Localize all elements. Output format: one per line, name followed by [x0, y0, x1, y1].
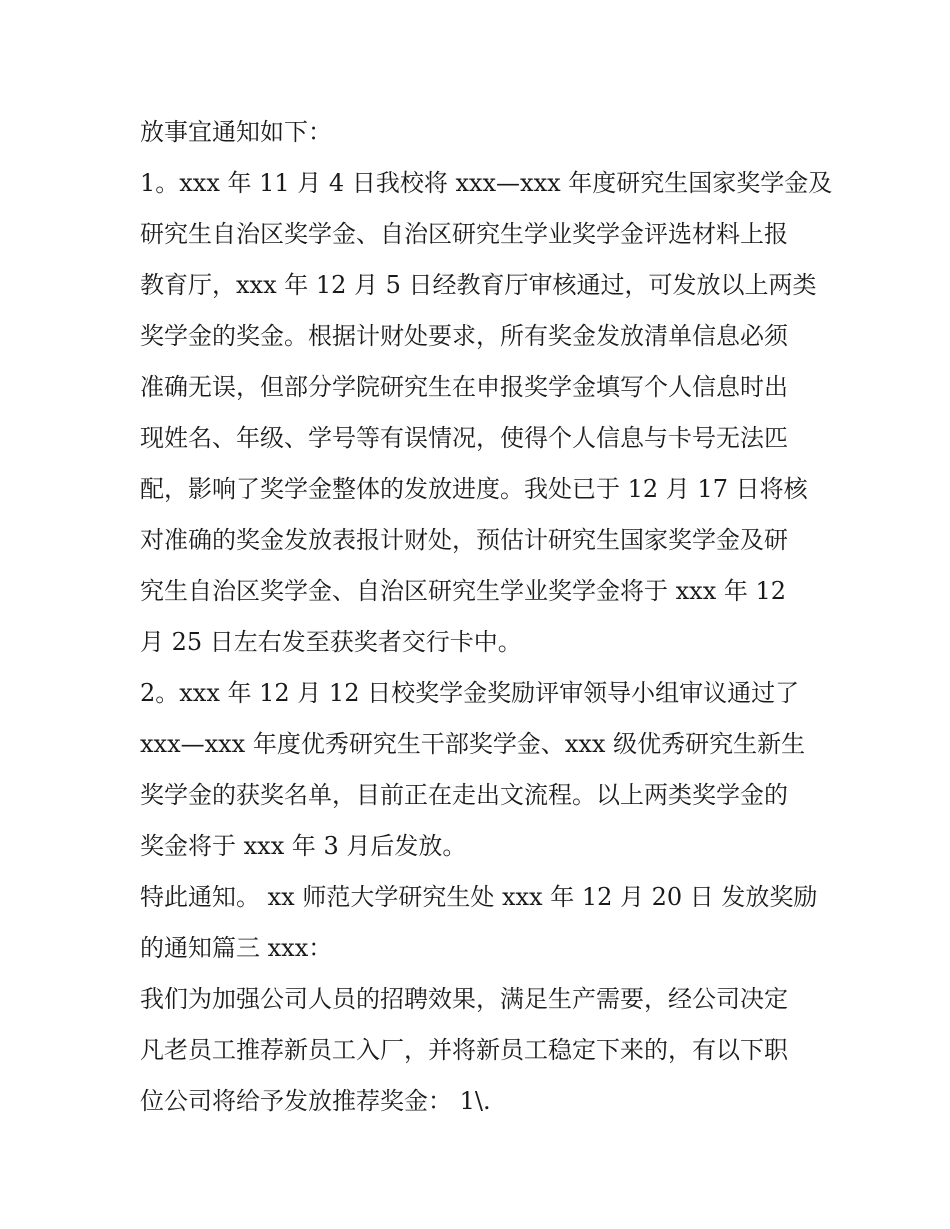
- text-line: 特此通知。 xx 师范大学研究生处 xxx 年 12 月 20 日 发放奖励: [140, 883, 818, 911]
- text-line: 奖金将于 xxx 年 3 月后发放。: [140, 832, 467, 860]
- text-line: 配，影响了奖学金整体的发放进度。我处已于 12 月 17 日将核: [140, 475, 808, 503]
- text-line: 1。xxx 年 11 月 4 日我校将 xxx—xxx 年度研究生国家奖学金及: [140, 169, 833, 197]
- text-line: 位公司将给予发放推荐奖金： 1\.: [140, 1087, 491, 1115]
- document-body: [140, 107, 833, 1127]
- text-line: 奖学金的奖金。根据计财处要求，所有奖金发放清单信息必须: [140, 322, 788, 350]
- text-line: 2。xxx 年 12 月 12 日校奖学金奖励评审领导小组审议通过了: [140, 679, 800, 707]
- text-line: 我们为加强公司人员的招聘效果，满足生产需要，经公司决定: [140, 985, 788, 1013]
- text-line: 准确无误，但部分学院研究生在申报奖学金填写个人信息时出: [140, 373, 788, 401]
- text-line: 月 25 日左右发至获奖者交行卡中。: [140, 628, 522, 656]
- text-line: 放事宜通知如下：: [140, 118, 332, 146]
- text-line: 凡老员工推荐新员工入厂，并将新员工稳定下来的，有以下职: [140, 1036, 788, 1064]
- text-line: 研究生自治区奖学金、自治区研究生学业奖学金评选材料上报: [140, 220, 788, 248]
- text-line: 现姓名、年级、学号等有误情况，使得个人信息与卡号无法匹: [140, 424, 788, 452]
- text-line: 教育厅，xxx 年 12 月 5 日经教育厅审核通过，可发放以上两类: [140, 271, 817, 299]
- text-line: 奖学金的获奖名单，目前正在走出文流程。以上两类奖学金的: [140, 781, 788, 809]
- text-line: 究生自治区奖学金、自治区研究生学业奖学金将于 xxx 年 12: [140, 577, 787, 605]
- text-line: 对准确的奖金发放表报计财处，预估计研究生国家奖学金及研: [140, 526, 788, 554]
- text-line: xxx—xxx 年度优秀研究生干部奖学金、xxx 级优秀研究生新生: [140, 730, 806, 758]
- text-line: 的通知篇三 xxx：: [140, 934, 333, 962]
